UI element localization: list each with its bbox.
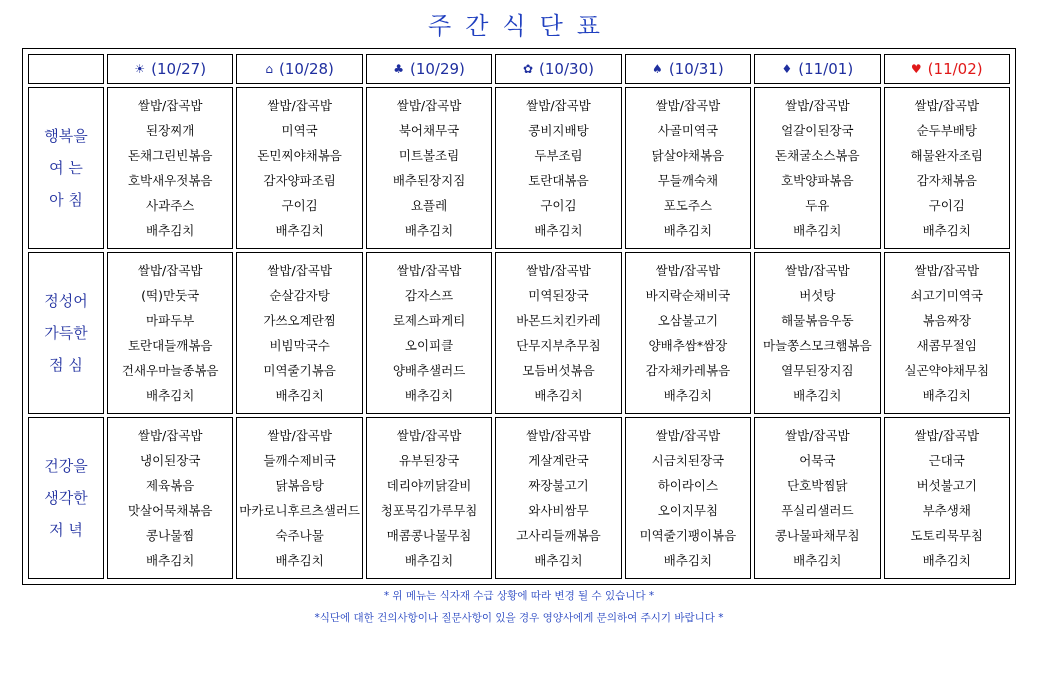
day-header-6 xyxy=(884,54,1010,84)
day-icon: ♠ xyxy=(652,62,663,76)
meal-row xyxy=(28,417,1010,579)
menu-item: 미역줄기볶음 xyxy=(263,363,336,378)
day-date: (11/02) xyxy=(927,60,983,78)
menu-item: 쌀밥/잡곡밥 xyxy=(396,263,462,278)
menu-item: 유부된장국 xyxy=(398,453,460,468)
meal-label-line: 저 녁 xyxy=(49,521,83,539)
menu-cell xyxy=(754,252,880,414)
menu-item: 포도주스 xyxy=(663,198,713,213)
menu-item: 배추김치 xyxy=(275,553,324,568)
menu-cell xyxy=(366,87,492,249)
menu-item: 오이지무침 xyxy=(657,503,719,518)
menu-item: 양배추쌈*쌈장 xyxy=(648,338,728,353)
menu-item: 버섯탕 xyxy=(799,288,836,303)
menu-item: 사과주스 xyxy=(146,198,195,213)
meal-label-line: 생각한 xyxy=(44,489,88,507)
menu-item: 콩나물찜 xyxy=(146,528,195,543)
menu-item: 단무지부추무침 xyxy=(516,338,601,353)
menu-cell xyxy=(236,252,362,414)
menu-item: 감자스프 xyxy=(404,288,454,303)
day-date: (10/28) xyxy=(278,60,334,78)
page-title: 주간식단표 xyxy=(428,12,614,40)
menu-item: 배추김치 xyxy=(275,388,324,403)
menu-item: 하이라이스 xyxy=(657,478,719,493)
menu-cell xyxy=(366,417,492,579)
meal-label-line: 건강을 xyxy=(44,457,88,475)
menu-cell xyxy=(107,417,233,579)
day-header-1 xyxy=(236,54,362,84)
day-icon: ♥ xyxy=(910,62,922,76)
day-icon: ✿ xyxy=(522,62,534,76)
menu-cell xyxy=(884,417,1010,579)
menu-item: 배추김치 xyxy=(146,223,195,238)
menu-item: 와사비쌈무 xyxy=(528,503,589,518)
menu-cell xyxy=(625,87,751,249)
menu-cell xyxy=(495,87,621,249)
meal-label-line: 행복을 xyxy=(44,127,88,145)
menu-item: 오이피클 xyxy=(404,338,454,353)
notice-supply: * 위 메뉴는 식자재 수급 상황에 따라 변경 될 수 있습니다 * xyxy=(383,590,655,602)
menu-item: 쌀밥/잡곡밥 xyxy=(785,98,850,113)
notice-contact: *식단에 대한 건의사항이나 질문사항이 있을 경우 영양사에게 문의하여 주시기 바랍니다 * xyxy=(314,612,724,624)
meal-row xyxy=(28,252,1010,414)
menu-item: 미역국 xyxy=(281,123,318,138)
menu-item: 바몬드치킨카레 xyxy=(516,313,601,328)
menu-item: 해물완자조림 xyxy=(910,148,983,163)
menu-item: 배추김치 xyxy=(663,223,713,238)
meal-label-line: 여 는 xyxy=(49,159,83,177)
menu-item: 구이김 xyxy=(928,198,965,213)
menu-item: (떡)만둣국 xyxy=(141,288,200,303)
menu-item: 쌀밥/잡곡밥 xyxy=(396,98,462,113)
menu-cell xyxy=(884,87,1010,249)
menu-item: 쌀밥/잡곡밥 xyxy=(267,428,332,443)
menu-item: 콩나물파채무침 xyxy=(775,528,860,543)
meal-label-line: 정성어 xyxy=(44,292,88,310)
menu-item: 열무된장지짐 xyxy=(781,363,854,378)
day-date: (10/29) xyxy=(409,60,465,78)
menu-item: 두유 xyxy=(805,198,830,213)
menu-item: 근대국 xyxy=(928,453,965,468)
menu-item: 게살계란국 xyxy=(528,453,589,468)
menu-item: 쌀밥/잡곡밥 xyxy=(267,263,332,278)
menu-item: 배추김치 xyxy=(663,388,713,403)
menu-item: 배추된장지짐 xyxy=(392,173,466,188)
menu-item: 사골미역국 xyxy=(657,123,719,138)
menu-item: 쌀밥/잡곡밥 xyxy=(655,98,721,113)
menu-item: 쌀밥/잡곡밥 xyxy=(785,263,850,278)
menu-item: 어묵국 xyxy=(799,453,836,468)
menu-item: 쌀밥/잡곡밥 xyxy=(526,263,591,278)
menu-item: 맛살어묵채볶음 xyxy=(127,503,213,518)
menu-item: 쌀밥/잡곡밥 xyxy=(137,428,203,443)
menu-item: 미역된장국 xyxy=(528,288,589,303)
menu-item: 제육볶음 xyxy=(146,478,195,493)
menu-item: 얼갈이된장국 xyxy=(781,123,854,138)
menu-cell xyxy=(107,252,233,414)
menu-item: 배추김치 xyxy=(534,223,583,238)
meal-label xyxy=(28,87,104,249)
menu-item: 가쓰오계란찜 xyxy=(263,313,336,328)
menu-item: 버섯불고기 xyxy=(916,478,977,493)
menu-item: 로제스파게티 xyxy=(392,313,466,328)
menu-item: 쌀밥/잡곡밥 xyxy=(267,98,332,113)
menu-item: 요플레 xyxy=(410,198,448,213)
menu-cell xyxy=(625,252,751,414)
menu-item: 청포묵김가루무침 xyxy=(380,503,478,518)
meal-row xyxy=(28,87,1010,249)
menu-item: 실곤약야채무침 xyxy=(904,363,990,378)
day-icon: ⌂ xyxy=(265,62,273,76)
menu-item: 두부조림 xyxy=(534,148,583,163)
menu-item: 배추김치 xyxy=(146,388,195,403)
menu-item: 데리야끼닭갈비 xyxy=(386,478,472,493)
menu-item: 쌀밥/잡곡밥 xyxy=(655,428,721,443)
menu-item: 매콤콩나물무침 xyxy=(386,528,472,543)
menu-item: 돈민찌야채볶음 xyxy=(257,148,342,163)
menu-item: 돈채그린빈볶음 xyxy=(127,148,213,163)
day-header-row xyxy=(28,54,1010,84)
menu-item: 미트볼조림 xyxy=(398,148,460,163)
day-header-3 xyxy=(495,54,621,84)
menu-item: 쇠고기미역국 xyxy=(910,288,983,303)
menu-item: 된장찌개 xyxy=(146,123,195,138)
menu-item: 북어채무국 xyxy=(398,123,460,138)
menu-item: 배추김치 xyxy=(534,388,583,403)
menu-cell xyxy=(236,417,362,579)
menu-cell xyxy=(107,87,233,249)
menu-item: 쌀밥/잡곡밥 xyxy=(655,263,721,278)
menu-item: 무들깨숙채 xyxy=(657,173,719,188)
menu-cell xyxy=(754,87,880,249)
menu-item: 배추김치 xyxy=(922,553,971,568)
menu-item: 토란대들깨볶음 xyxy=(127,338,213,353)
menu-cell xyxy=(495,417,621,579)
menu-item: 순두부배탕 xyxy=(916,123,977,138)
day-header-0 xyxy=(107,54,233,84)
menu-item: 배추김치 xyxy=(534,553,583,568)
menu-item: 감자채볶음 xyxy=(916,173,977,188)
menu-item: 단호박찜닭 xyxy=(787,478,848,493)
menu-item: 오삼불고기 xyxy=(657,313,719,328)
menu-item: 배추김치 xyxy=(404,553,454,568)
menu-item: 배추김치 xyxy=(404,223,454,238)
menu-item: 쌀밥/잡곡밥 xyxy=(396,428,462,443)
menu-item: 쌀밥/잡곡밥 xyxy=(914,263,980,278)
meal-label-line: 점 심 xyxy=(49,356,83,374)
menu-item: 토란대볶음 xyxy=(528,173,589,188)
menu-item: 구이김 xyxy=(540,198,577,213)
day-date: (10/30) xyxy=(539,60,594,78)
menu-item: 양배추샐러드 xyxy=(392,363,466,378)
menu-item: 닭살야채볶음 xyxy=(651,148,725,163)
menu-item: 구이김 xyxy=(281,198,318,213)
menu-item: 마카로니후르츠샐러드 xyxy=(239,503,361,518)
menu-cell xyxy=(754,417,880,579)
menu-item: 새콤무절임 xyxy=(916,338,977,353)
menu-item: 배추김치 xyxy=(404,388,454,403)
menu-item: 비빔막국수 xyxy=(269,338,330,353)
menu-item: 배추김치 xyxy=(793,223,842,238)
menu-cell xyxy=(495,252,621,414)
menu-item: 배추김치 xyxy=(922,223,971,238)
menu-item: 짜장불고기 xyxy=(528,478,589,493)
menu-item: 콩비지배탕 xyxy=(528,123,589,138)
menu-item: 호박양파볶음 xyxy=(781,173,854,188)
menu-cell xyxy=(884,252,1010,414)
menu-item: 해물볶음우동 xyxy=(781,313,854,328)
menu-item: 배추김치 xyxy=(922,388,971,403)
menu-item: 도토리묵무침 xyxy=(910,528,983,543)
menu-cell xyxy=(366,252,492,414)
menu-cell xyxy=(625,417,751,579)
menu-item: 순살감자탕 xyxy=(269,288,330,303)
day-date: (11/01) xyxy=(798,60,854,78)
menu-item: 쌀밥/잡곡밥 xyxy=(914,98,980,113)
weekly-menu-table xyxy=(25,51,1013,582)
menu-item: 푸실리샐러드 xyxy=(781,503,854,518)
menu-item: 호박새우젓볶음 xyxy=(127,173,213,188)
menu-item: 볶음짜장 xyxy=(922,313,971,328)
menu-item: 건새우마늘종볶음 xyxy=(121,363,219,378)
day-header-5 xyxy=(754,54,880,84)
menu-item: 감자양파조림 xyxy=(263,173,336,188)
menu-item: 닭볶음탕 xyxy=(275,478,324,493)
menu-item: 배추김치 xyxy=(275,223,324,238)
menu-item: 쌀밥/잡곡밥 xyxy=(914,428,980,443)
menu-item: 냉이된장국 xyxy=(140,453,201,468)
menu-item: 감자채카레볶음 xyxy=(645,363,731,378)
day-header-2 xyxy=(366,54,492,84)
menu-item: 쌀밥/잡곡밥 xyxy=(526,98,591,113)
menu-item: 부추생채 xyxy=(922,503,971,518)
menu-item: 들깨수제비국 xyxy=(263,453,336,468)
day-date: (10/27) xyxy=(151,60,207,78)
day-icon: ♣ xyxy=(393,62,404,76)
menu-item: 쌀밥/잡곡밥 xyxy=(526,428,591,443)
day-icon: ☀ xyxy=(134,62,146,76)
day-date: (10/31) xyxy=(668,60,724,78)
menu-item: 마늘쫑스모크햄볶음 xyxy=(762,338,872,353)
menu-item: 숙주나물 xyxy=(275,528,324,543)
menu-item: 배추김치 xyxy=(793,388,842,403)
menu-item: 고사리들깨볶음 xyxy=(516,528,601,543)
corner-cell xyxy=(28,54,104,84)
menu-item: 시금치된장국 xyxy=(651,453,725,468)
menu-item: 쌀밥/잡곡밥 xyxy=(137,263,203,278)
menu-item: 모듬버섯볶음 xyxy=(522,363,595,378)
menu-item: 배추김치 xyxy=(663,553,713,568)
menu-item: 미역줄기팽이볶음 xyxy=(639,528,737,543)
menu-item: 돈채굴소스볶음 xyxy=(775,148,860,163)
meal-label xyxy=(28,252,104,414)
menu-item: 배추김치 xyxy=(146,553,195,568)
meal-label xyxy=(28,417,104,579)
menu-item: 마파두부 xyxy=(146,313,195,328)
menu-cell xyxy=(236,87,362,249)
meal-label-line: 가득한 xyxy=(44,324,88,342)
meal-label-line: 아 침 xyxy=(49,191,83,209)
menu-item: 쌀밥/잡곡밥 xyxy=(785,428,850,443)
menu-item: 바지락순채비국 xyxy=(645,288,731,303)
day-header-4 xyxy=(625,54,751,84)
menu-item: 쌀밥/잡곡밥 xyxy=(137,98,203,113)
day-icon: ♦ xyxy=(781,62,793,76)
menu-item: 배추김치 xyxy=(793,553,842,568)
